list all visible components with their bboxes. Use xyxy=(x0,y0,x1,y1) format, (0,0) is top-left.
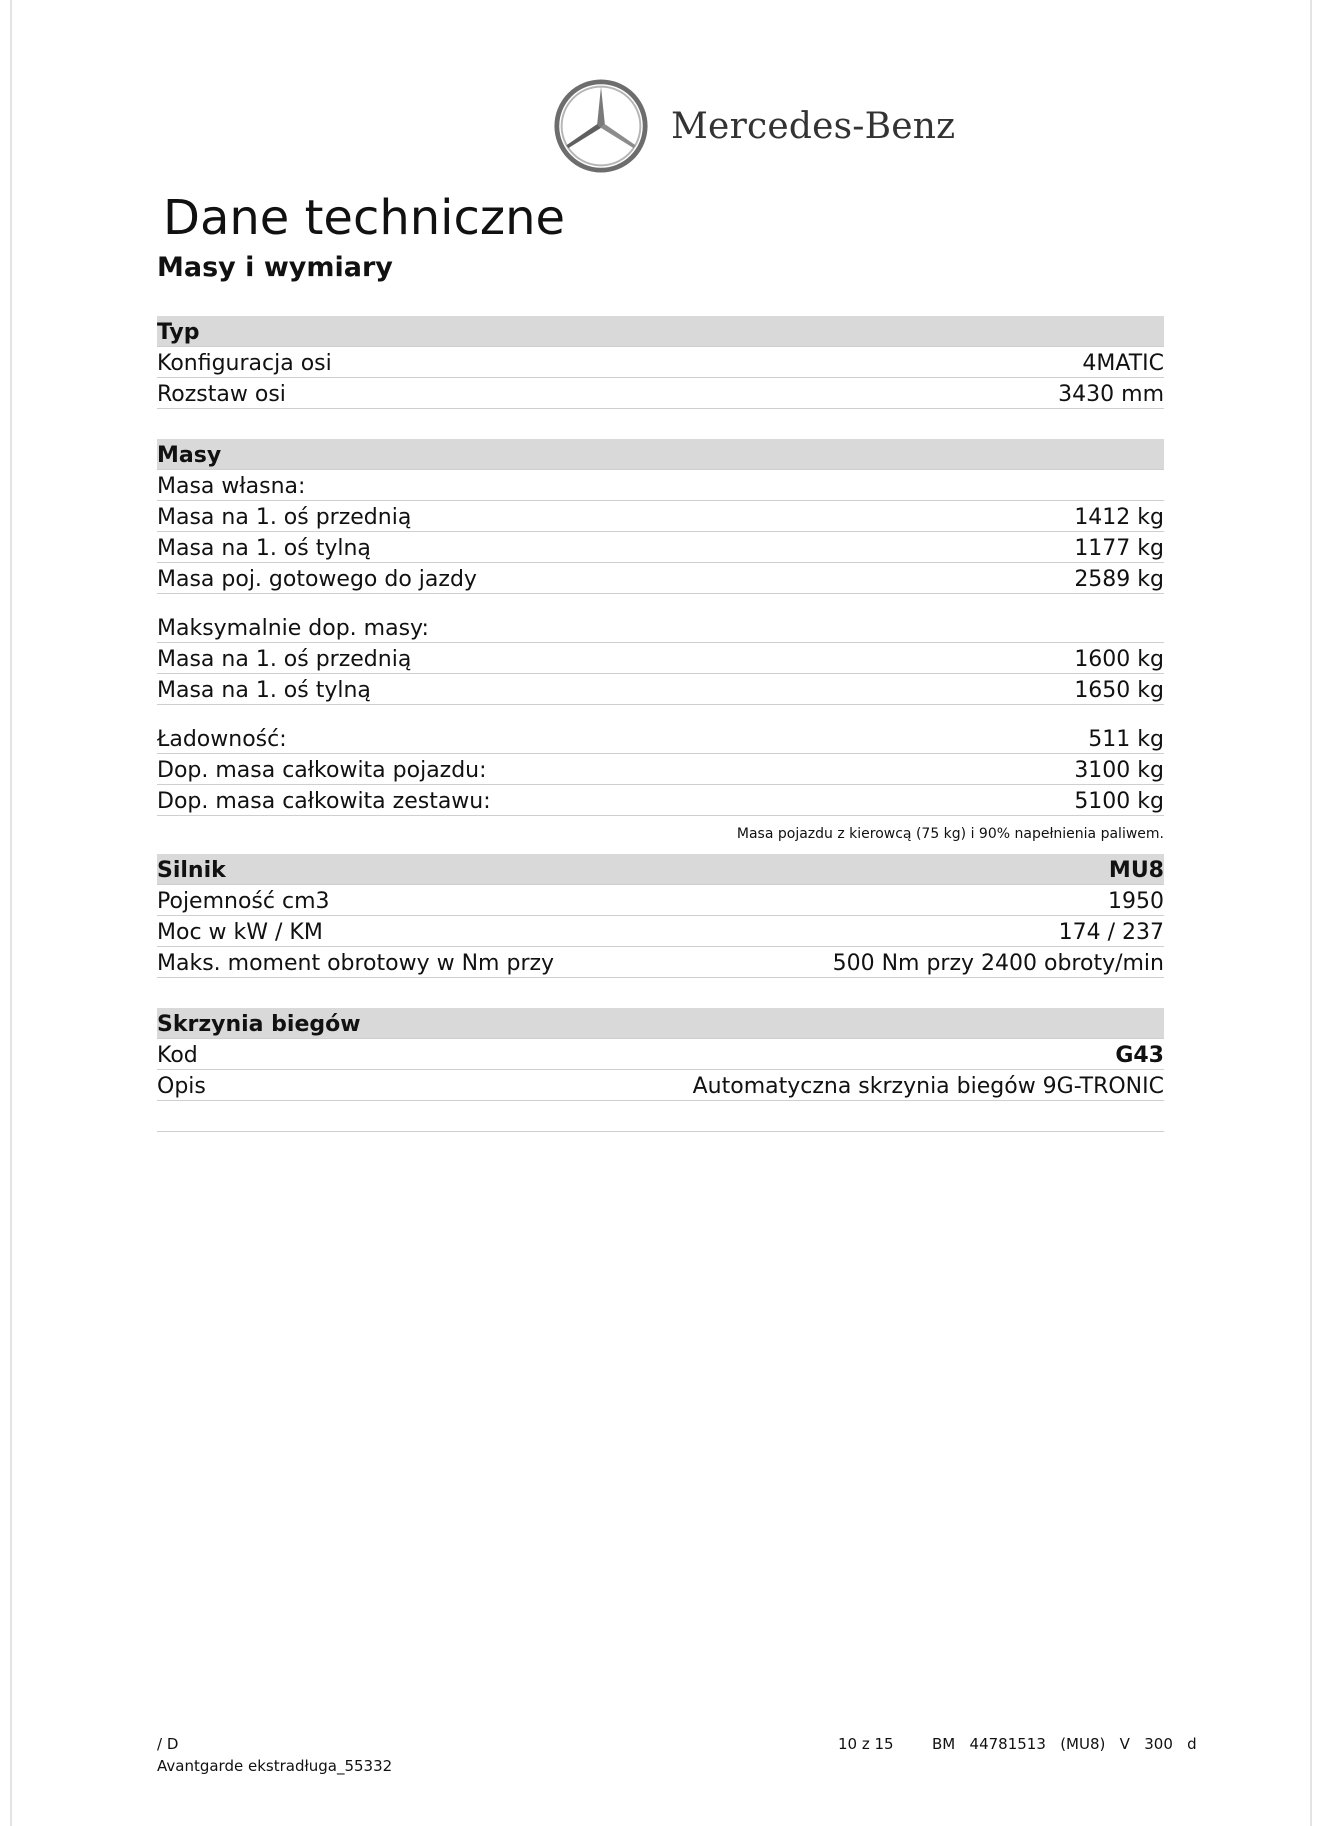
mass-footnote: Masa pojazdu z kierowcą (75 kg) i 90% napełnienia paliwem. xyxy=(736,826,1164,842)
page-subtitle: Masy i wymiary xyxy=(157,252,393,283)
brand-name: Mercedes-Benz xyxy=(671,105,956,147)
spec-label: Masa poj. gotowego do jazdy xyxy=(157,566,477,592)
table-end-line xyxy=(157,1131,1164,1132)
engine-code: MU8 xyxy=(1108,857,1164,883)
spec-label: Dop. masa całkowita zestawu: xyxy=(157,788,491,814)
spec-value: G43 xyxy=(1115,1042,1164,1068)
footer-doc-code: / D xyxy=(157,1735,179,1753)
spec-row xyxy=(157,885,1164,916)
page-number: 10 z 15 xyxy=(838,1735,894,1753)
brand-logo xyxy=(553,78,955,174)
spec-label: Konfiguracja osi xyxy=(157,350,332,376)
group-label: Maksymalnie dop. masy: xyxy=(157,615,429,641)
page-edge-left xyxy=(10,0,12,1826)
spec-sheet xyxy=(157,316,1164,1132)
spec-label: Pojemność cm3 xyxy=(157,888,330,914)
section-header-silnik xyxy=(157,854,1164,885)
page-title: Dane techniczne xyxy=(163,190,566,246)
footer-variant: Avantgarde ekstradługa_55332 xyxy=(157,1757,393,1775)
spec-row xyxy=(157,754,1164,785)
spec-label: Maks. moment obrotowy w Nm przy xyxy=(157,950,555,976)
spec-value: 4MATIC xyxy=(1082,350,1164,376)
spec-value: 1600 kg xyxy=(1074,646,1164,672)
spec-row xyxy=(157,347,1164,378)
spec-label: Masa na 1. oś tylną xyxy=(157,677,371,703)
spec-value: 500 Nm przy 2400 obroty/min xyxy=(832,950,1164,976)
spec-label: Moc w kW / KM xyxy=(157,919,323,945)
section-title: Skrzynia biegów xyxy=(157,1011,361,1037)
spec-row xyxy=(157,947,1164,978)
spec-label: Masa na 1. oś przednią xyxy=(157,504,412,530)
spec-value: 1412 kg xyxy=(1074,504,1164,530)
spec-row xyxy=(157,785,1164,816)
section-title: Silnik xyxy=(157,857,226,883)
group-label-row xyxy=(157,470,1164,501)
group-label: Masa własna: xyxy=(157,473,306,499)
spec-value: 1650 kg xyxy=(1074,677,1164,703)
spec-value: 3100 kg xyxy=(1074,757,1164,783)
page-edge-right xyxy=(1310,0,1312,1826)
group-label-row xyxy=(157,612,1164,643)
spec-value: 1950 xyxy=(1108,888,1164,914)
spec-label: Masa na 1. oś przednią xyxy=(157,646,412,672)
section-header-masy xyxy=(157,439,1164,470)
spec-value: 2589 kg xyxy=(1074,566,1164,592)
spec-label: Ładowność: xyxy=(157,726,287,752)
spec-row xyxy=(157,501,1164,532)
spec-value: 5100 kg xyxy=(1074,788,1164,814)
spec-label: Opis xyxy=(157,1073,206,1099)
spec-value: 511 kg xyxy=(1088,726,1164,752)
section-header-typ xyxy=(157,316,1164,347)
section-title: Typ xyxy=(157,319,200,345)
spec-value: 3430 mm xyxy=(1058,381,1164,407)
spec-row xyxy=(157,1039,1164,1070)
spec-row xyxy=(157,674,1164,705)
spec-row xyxy=(157,1070,1164,1101)
spec-value: Automatyczna skrzynia biegów 9G-TRONIC xyxy=(692,1073,1164,1099)
footer-left xyxy=(157,1735,392,1775)
spec-row xyxy=(157,532,1164,563)
spec-row xyxy=(157,563,1164,594)
spec-label: Masa na 1. oś tylną xyxy=(157,535,371,561)
spec-label: Rozstaw osi xyxy=(157,381,286,407)
three-pointed-star-icon xyxy=(553,78,649,174)
footer-reference: BM 44781513 (MU8) V 300 d xyxy=(932,1735,1197,1753)
spec-row xyxy=(157,643,1164,674)
spec-value: 174 / 237 xyxy=(1058,919,1164,945)
spec-row xyxy=(157,916,1164,947)
spec-row xyxy=(157,378,1164,409)
section-title: Masy xyxy=(157,442,222,468)
spec-label: Dop. masa całkowita pojazdu: xyxy=(157,757,487,783)
spec-label: Kod xyxy=(157,1042,198,1068)
section-header-skrzynia xyxy=(157,1008,1164,1039)
spec-row xyxy=(157,723,1164,754)
spec-value: 1177 kg xyxy=(1074,535,1164,561)
